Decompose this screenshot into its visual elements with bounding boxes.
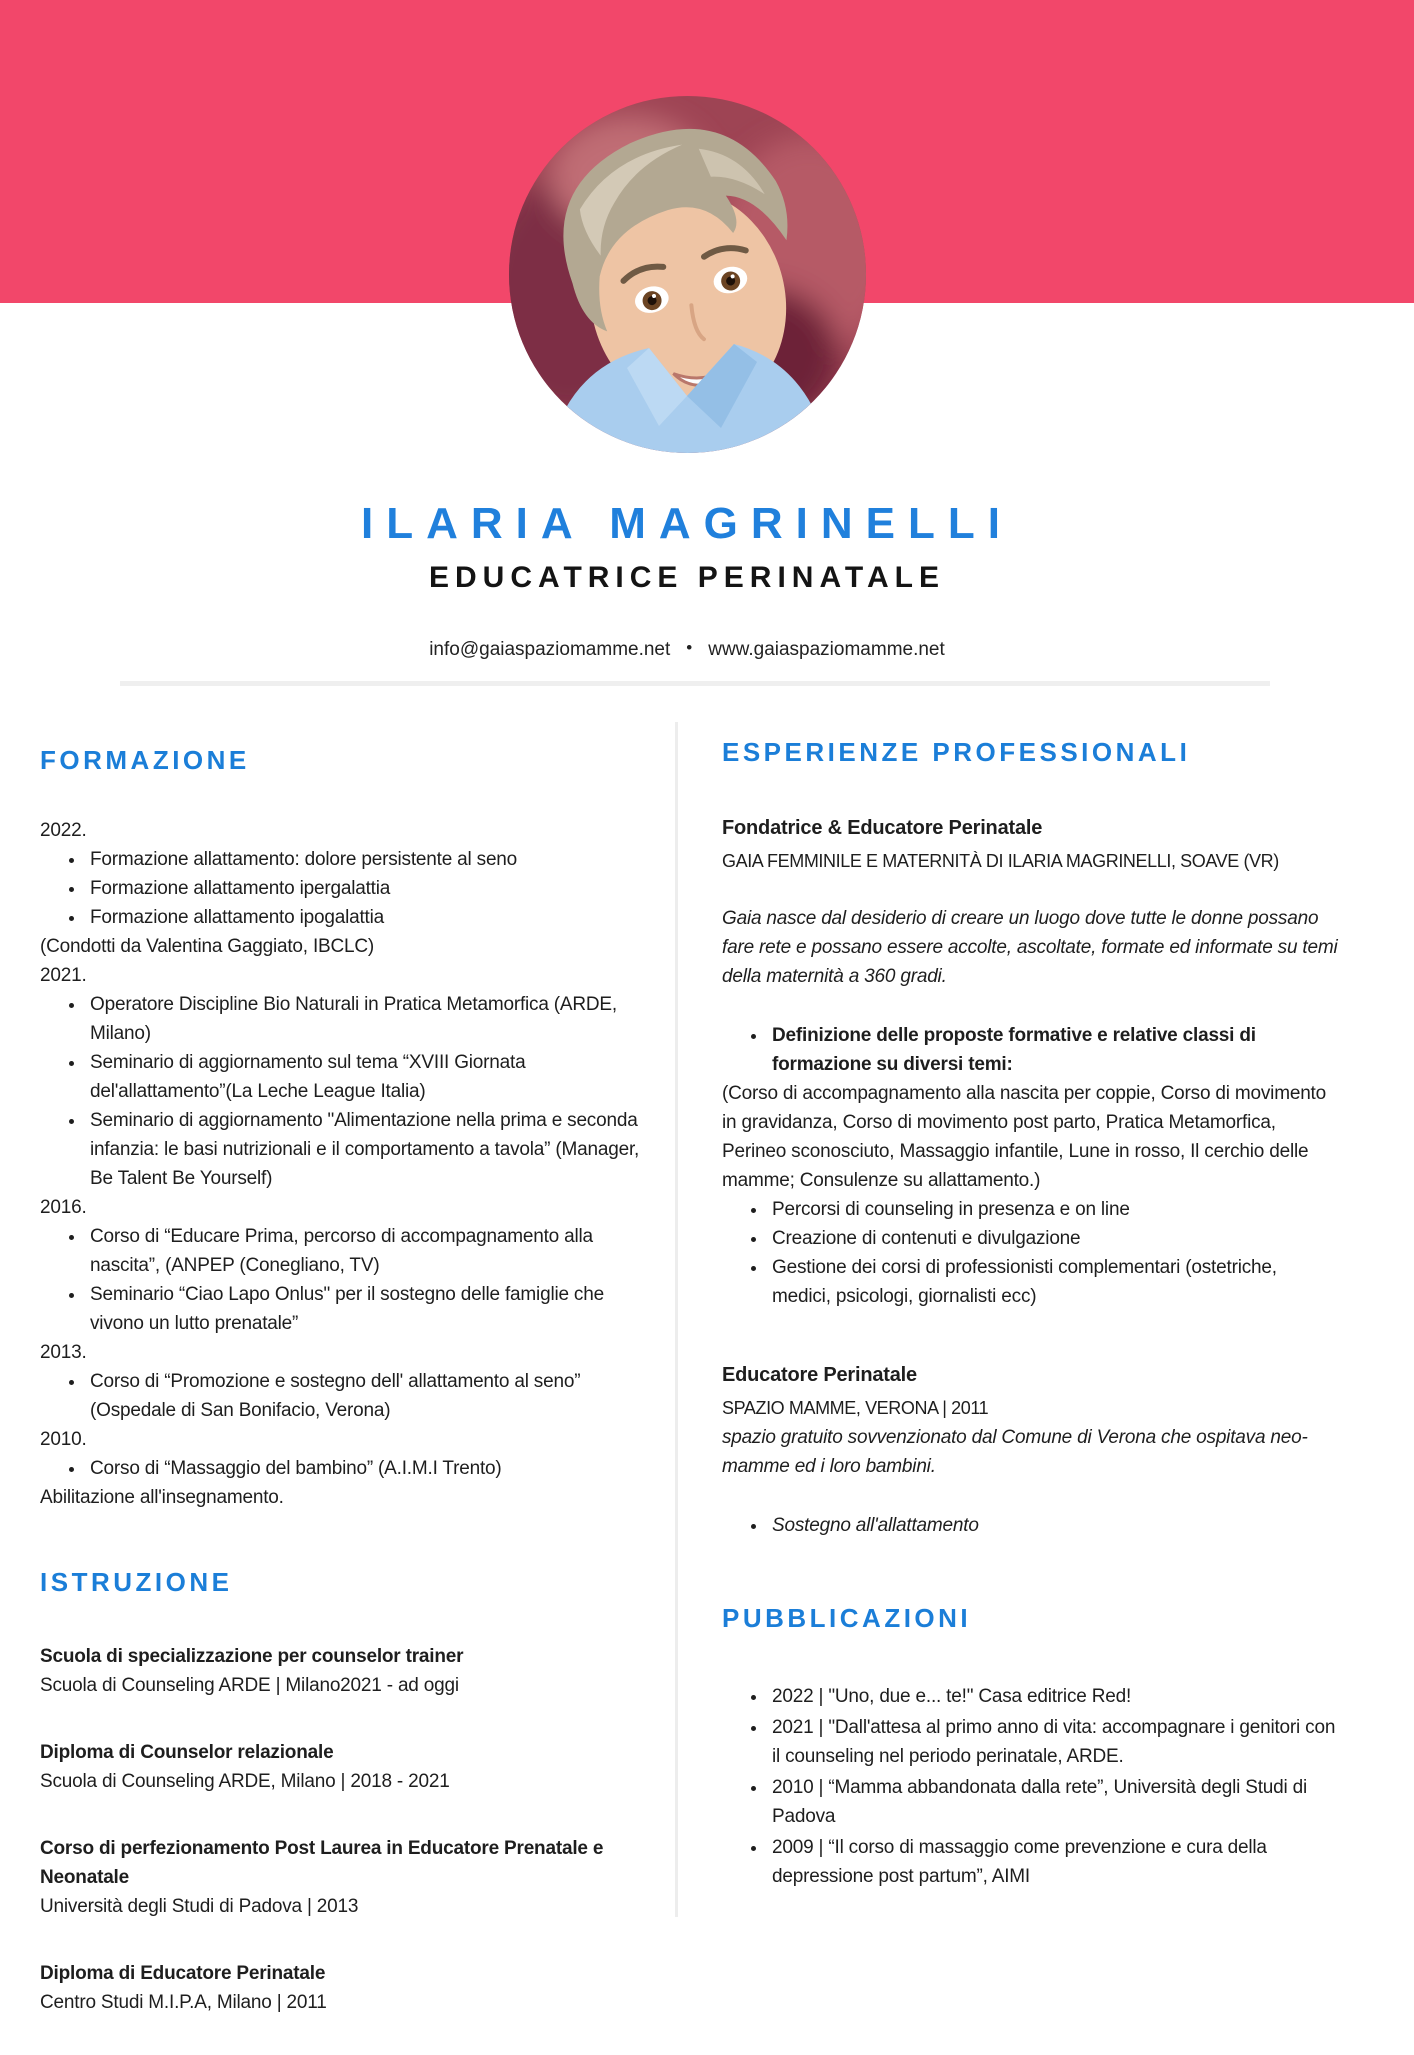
horizontal-divider xyxy=(120,681,1270,686)
list-item: • Creazione di contenuti e divulgazione xyxy=(768,1224,1340,1253)
list-item: • Formazione allattamento: dolore persistente al seno xyxy=(86,845,640,874)
education-detail: Scuola di Counseling ARDE | Milano2021 - ad oggi xyxy=(40,1675,459,1696)
education-entry xyxy=(40,1738,640,1796)
job-organization: SPAZIO MAMME, VERONA | 2011 xyxy=(722,1398,989,1418)
job-duty-headline: • Definizione delle proposte formative e relative classi di formazione su diversi temi: xyxy=(768,1021,1340,1079)
education-detail: Centro Studi M.I.P.A, Milano | 2011 xyxy=(40,1992,327,2013)
formazione-bullet-list xyxy=(40,1367,640,1425)
job-organization: GAIA FEMMINILE E MATERNITÀ DI ILARIA MAGRINELLI, SOAVE (VR) xyxy=(722,851,1279,871)
job-entry xyxy=(722,1361,1340,1540)
job-duty-note: (Corso di accompagnamento alla nascita per coppie, Corso di movimento in gravidanza, Corso di movimento post parto, Pratica Metamorfica, Perineo sconosciuto, Massaggio infantile, Lune in rosso, Il cerchio delle mamme; Consulenze su allattamento.) xyxy=(722,1083,1327,1191)
job-description: spazio gratuito sovvenzionato dal Comune di Verona che ospitava neo-mamme ed i loro bambini. xyxy=(722,1427,1308,1477)
formazione-year: 2021. xyxy=(40,965,87,986)
job-description: Gaia nasce dal desiderio di creare un luogo dove tutte le donne possano fare rete e possano essere accolte, ascoltate, formate ed informate su temi della maternità a 360 gradi. xyxy=(722,908,1338,987)
profile-photo xyxy=(509,96,866,453)
job-duty-list xyxy=(722,1195,1340,1311)
right-column xyxy=(722,722,1340,1893)
list-item: • Formazione allattamento ipergalattia xyxy=(86,874,640,903)
istruzione-list xyxy=(40,1642,640,2017)
publication-item: • 2021 | "Dall'attesa al primo anno di vita: accompagnare i genitori con il counseling nel periodo perinatale, ARDE. xyxy=(768,1713,1340,1771)
education-title: Scuola di specializzazione per counselor trainer xyxy=(40,1646,464,1667)
formazione-bullet-list xyxy=(40,845,640,932)
list-item: • Gestione dei corsi di professionisti complementari (ostetriche, medici, psicologi, giornalisti ecc) xyxy=(768,1253,1340,1311)
contact-line xyxy=(0,639,1374,661)
formazione-bullet-list xyxy=(40,1454,640,1483)
formazione-bullet-list xyxy=(40,990,640,1193)
formazione-bullet-list xyxy=(40,1222,640,1338)
formazione-note: Abilitazione all'insegnamento. xyxy=(40,1487,284,1508)
email-link[interactable]: info@gaiaspaziomamme.net xyxy=(429,639,671,660)
education-detail: Scuola di Counseling ARDE, Milano | 2018 - 2021 xyxy=(40,1771,450,1792)
formazione-year: 2016. xyxy=(40,1197,87,1218)
publication-list xyxy=(722,1682,1340,1891)
list-item: • Seminario di aggiornamento "Alimentazione nella prima e seconda infanzia: le basi nutrizionali e il comportamento a tavola” (Manager, Be Talent Be Yourself) xyxy=(86,1106,640,1193)
publication-item: • 2009 | “Il corso di massaggio come prevenzione e cura della depressione post partum”, AIMI xyxy=(768,1833,1340,1891)
section-heading-istruzione: ISTRUZIONE xyxy=(40,1567,233,1597)
list-item: • Corso di “Promozione e sostegno dell' allattamento al seno” (Ospedale di San Bonifacio, Verona) xyxy=(86,1367,640,1425)
section-heading-formazione: FORMAZIONE xyxy=(40,745,250,775)
job-role: Fondatrice & Educatore Perinatale xyxy=(722,817,1043,839)
section-heading-pubblicazioni: PUBBLICAZIONI xyxy=(722,1603,972,1633)
education-entry xyxy=(40,1642,640,1700)
formazione-year: 2010. xyxy=(40,1429,87,1450)
list-item: • Corso di “Massaggio del bambino” (A.I.M.I Trento) xyxy=(86,1454,640,1483)
job-duty-list xyxy=(722,1021,1340,1079)
job-title: EDUCATRICE PERINATALE xyxy=(429,561,945,594)
header-block xyxy=(0,500,1374,661)
formazione-note: (Condotti da Valentina Gaggiato, IBCLC) xyxy=(40,936,375,957)
formazione-year: 2022. xyxy=(40,820,87,841)
publication-item: • 2010 | “Mamma abbandonata dalla rete”, Università degli Studi di Padova xyxy=(768,1773,1340,1831)
formazione-year: 2013. xyxy=(40,1342,87,1363)
formazione-list xyxy=(40,816,640,1512)
website-link[interactable]: www.gaiaspaziomamme.net xyxy=(708,639,945,660)
list-item: • Formazione allattamento ipogalattia xyxy=(86,903,640,932)
content-columns xyxy=(0,722,1414,2013)
separator-dot: • xyxy=(686,638,693,657)
education-entry xyxy=(40,1834,640,1921)
list-item: • Seminario “Ciao Lapo Onlus" per il sostegno delle famiglie che vivono un lutto prenatale” xyxy=(86,1280,640,1338)
profile-photo-illustration xyxy=(509,96,866,453)
publication-item: • 2022 | "Uno, due e... te!" Casa editrice Red! xyxy=(768,1682,1340,1711)
education-title: Corso di perfezionamento Post Laurea in Educatore Prenatale e Neonatale xyxy=(40,1838,604,1888)
education-entry xyxy=(40,1959,640,2017)
page-title: ILARIA MAGRINELLI xyxy=(361,499,1013,548)
job-duty-list xyxy=(722,1511,1340,1540)
list-item: • Corso di “Educare Prima, percorso di accompagnamento alla nascita”, (ANPEP (Conegliano, TV) xyxy=(86,1222,640,1280)
list-item: • Sostegno all'allattamento xyxy=(768,1511,1340,1540)
left-column xyxy=(40,722,640,2055)
column-divider xyxy=(675,722,678,1917)
list-item: • Operatore Discipline Bio Naturali in Pratica Metamorfica (ARDE, Milano) xyxy=(86,990,640,1048)
education-title: Diploma di Educatore Perinatale xyxy=(40,1963,326,1984)
education-detail: Università degli Studi di Padova | 2013 xyxy=(40,1896,359,1917)
job-role: Educatore Perinatale xyxy=(722,1364,917,1386)
education-title: Diploma di Counselor relazionale xyxy=(40,1742,334,1763)
section-heading-esperienze: ESPERIENZE PROFESSIONALI xyxy=(722,737,1191,767)
list-item: • Percorsi di counseling in presenza e on line xyxy=(768,1195,1340,1224)
list-item: • Seminario di aggiornamento sul tema “XVIII Giornata del'allattamento”(La Leche League Italia) xyxy=(86,1048,640,1106)
